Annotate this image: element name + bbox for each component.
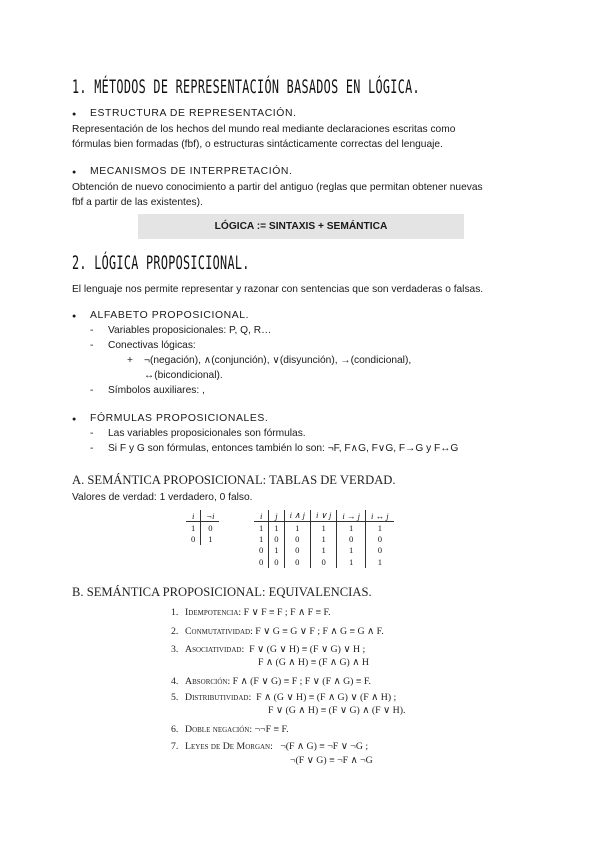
equivalence-name: Doble negación: — [185, 724, 253, 735]
paragraph-mecanismos — [72, 180, 542, 210]
equivalence-name: Idempotencia: — [185, 607, 242, 618]
binary-truth-table — [254, 510, 394, 568]
equivalence-idempotencia — [171, 607, 331, 618]
equivalence-formula: F ∨ (G ∨ H) ≡ (F ∨ G) ∨ H ; — [249, 644, 366, 655]
truth-values-text: Valores de verdad: 1 verdadero, 0 falso. — [72, 492, 253, 503]
table-cell: 1 — [284, 522, 310, 534]
dash-si-f-g: - Si F y G son fórmulas, entonces también lo son: ¬F, F∧G, F∨G, F→G y F↔G — [108, 443, 458, 454]
equivalence-formula: F ∨ G ≡ G ∨ F ; F ∧ G ≡ G ∧ F. — [255, 626, 384, 637]
equivalence-conmutatividad — [171, 626, 384, 637]
table-cell: 1 — [186, 522, 201, 534]
equivalence-absorcion — [171, 676, 371, 687]
equivalence-number: 4. — [171, 676, 179, 687]
equivalence-doble-negacion — [171, 724, 289, 735]
section-1-title: 1. MÉTODOS DE REPRESENTACIÓN BASADOS EN LÓGICA. — [72, 76, 420, 98]
table-cell: 0 — [337, 533, 366, 545]
equivalence-number: 3. — [171, 644, 179, 655]
dash-conectivas: - Conectivas lógicas: — [108, 340, 196, 351]
table-cell: 1 — [254, 533, 269, 545]
table-cell: 0 — [254, 545, 269, 557]
table-cell: 1 — [310, 522, 336, 534]
plus-conectivas-list-cont: ↔(bicondicional). — [144, 370, 223, 381]
bullet-mecanismos: ● MECANISMOS DE INTERPRETACIÓN. — [90, 166, 293, 177]
table-row — [254, 533, 394, 545]
equivalence-formula: F ∨ F ≡ F ; F ∧ F ≡ F. — [243, 607, 331, 618]
table-cell: 0 — [377, 545, 382, 556]
table-cell: 1 — [254, 522, 269, 534]
table-header-row — [254, 510, 394, 522]
table-cell: 1 — [269, 522, 284, 534]
equivalence-formula: F ∧ (G ∧ H) ≡ (F ∧ G) ∧ H — [258, 657, 369, 668]
table-row — [186, 533, 219, 545]
paragraph-line: Representación de los hechos del mundo real mediante declaraciones escritas como — [72, 124, 456, 135]
table-cell: 1 — [310, 545, 336, 557]
table-header-cell: i — [186, 510, 201, 522]
table-cell: 1 — [208, 533, 213, 544]
dash-simbolos: - Símbolos auxiliares: , — [108, 385, 205, 396]
plus-conectivas-list: + ¬(negación), ∧(conjunción), ∨(disyunción), →(condicional), — [144, 355, 411, 366]
table-cell: 0 — [377, 533, 382, 544]
bullet-formulas: ● FÓRMULAS PROPOSICIONALES. — [90, 413, 268, 424]
table-cell: 0 — [186, 533, 201, 545]
section-2-title: 2. LÓGICA PROPOSICIONAL. — [72, 252, 250, 274]
table-cell: 1 — [377, 556, 382, 567]
table-row — [186, 522, 219, 534]
equivalence-asociatividad — [171, 644, 365, 655]
bullet-estructura: ● ESTRUCTURA DE REPRESENTACIÓN. — [90, 108, 297, 119]
equivalence-formula: F ∧ (F ∨ G) ≡ F ; F ∨ (F ∧ G) ≡ F. — [232, 676, 371, 687]
table-row — [254, 545, 394, 557]
equivalence-number: 2. — [171, 626, 179, 637]
table-cell: 0 — [284, 545, 310, 557]
table-cell: 1 — [269, 545, 284, 557]
table-header-cell: i ↔ j — [366, 510, 394, 522]
table-header-cell: i → j — [337, 510, 366, 522]
dash-variables-formulas: - Las variables proposicionales son fórmulas. — [108, 428, 306, 439]
table-cell: 0 — [310, 556, 336, 568]
table-row — [254, 522, 394, 534]
equivalence-formula: F ∧ (G ∨ H) ≡ (F ∧ G) ∨ (F ∧ H) ; — [256, 692, 397, 703]
table-cell: 0 — [284, 533, 310, 545]
table-cell: 0 — [208, 522, 213, 533]
equivalence-name: Leyes de De Morgan: — [185, 741, 273, 752]
equivalence-name: Asociatividad: — [185, 644, 245, 655]
table-header-row — [186, 510, 219, 522]
section-2-intro: El lenguaje nos permite representar y razonar con sentencias que son verdaderas o falsas. — [72, 284, 484, 295]
section-a-title: A. SEMÁNTICA PROPOSICIONAL: TABLAS DE VERDAD. — [72, 473, 396, 487]
section-b-title: B. SEMÁNTICA PROPOSICIONAL: EQUIVALENCIAS. — [72, 585, 372, 599]
table-cell: 1 — [337, 545, 366, 557]
equivalence-de-morgan — [171, 741, 368, 752]
equivalence-formula: ¬(F ∨ G) ≡ ¬F ∧ ¬G — [290, 755, 373, 766]
equivalence-name: Conmutatividad: — [185, 626, 253, 637]
equivalence-formula: ¬¬F ≡ F. — [254, 724, 289, 735]
equivalence-number: 6. — [171, 724, 179, 735]
table-cell: 1 — [377, 522, 382, 533]
table-header-cell: i — [254, 510, 269, 522]
equivalence-number: 5. — [171, 692, 179, 703]
equivalence-number: 7. — [171, 741, 179, 752]
paragraph-line: fbf a partir de las existentes). — [72, 197, 203, 208]
equivalence-formula: F ∨ (G ∧ H) ≡ (F ∨ G) ∧ (F ∨ H). — [268, 705, 406, 716]
table-cell: 0 — [254, 556, 269, 568]
table-header-cell: i ∨ j — [310, 510, 336, 522]
table-cell: 1 — [337, 522, 366, 534]
dash-variables: - Variables proposicionales: P, Q, R… — [108, 325, 271, 336]
paragraph-line: Obtención de nuevo conocimiento a partir del antiguo (reglas que permitan obtener nuevas — [72, 182, 483, 193]
equivalence-number: 1. — [171, 607, 179, 618]
table-cell: 0 — [284, 556, 310, 568]
equivalence-distributividad — [171, 692, 396, 703]
table-cell: 0 — [269, 533, 284, 545]
table-cell: 0 — [269, 556, 284, 568]
table-header-cell: i ∧ j — [284, 510, 310, 522]
negation-truth-table — [186, 510, 219, 545]
table-header-cell: j — [269, 510, 284, 522]
table-cell: 1 — [310, 533, 336, 545]
bullet-alfabeto: ● ALFABETO PROPOSICIONAL. — [90, 310, 249, 321]
table-header-cell: ¬i — [201, 510, 220, 522]
table-row — [254, 556, 394, 568]
equivalence-name: Absorción: — [185, 676, 231, 687]
table-cell: 1 — [337, 556, 366, 568]
highlight-box: LÓGICA := SINTAXIS + SEMÁNTICA — [138, 214, 464, 239]
paragraph-line: fórmulas bien formadas (fbf), o estructuras sintácticamente correctas del lenguaje. — [72, 139, 443, 150]
equivalence-formula: ¬(F ∧ G) ≡ ¬F ∨ ¬G ; — [280, 741, 369, 752]
equivalence-name: Distributividad: — [185, 692, 252, 703]
paragraph-estructura — [72, 122, 542, 152]
